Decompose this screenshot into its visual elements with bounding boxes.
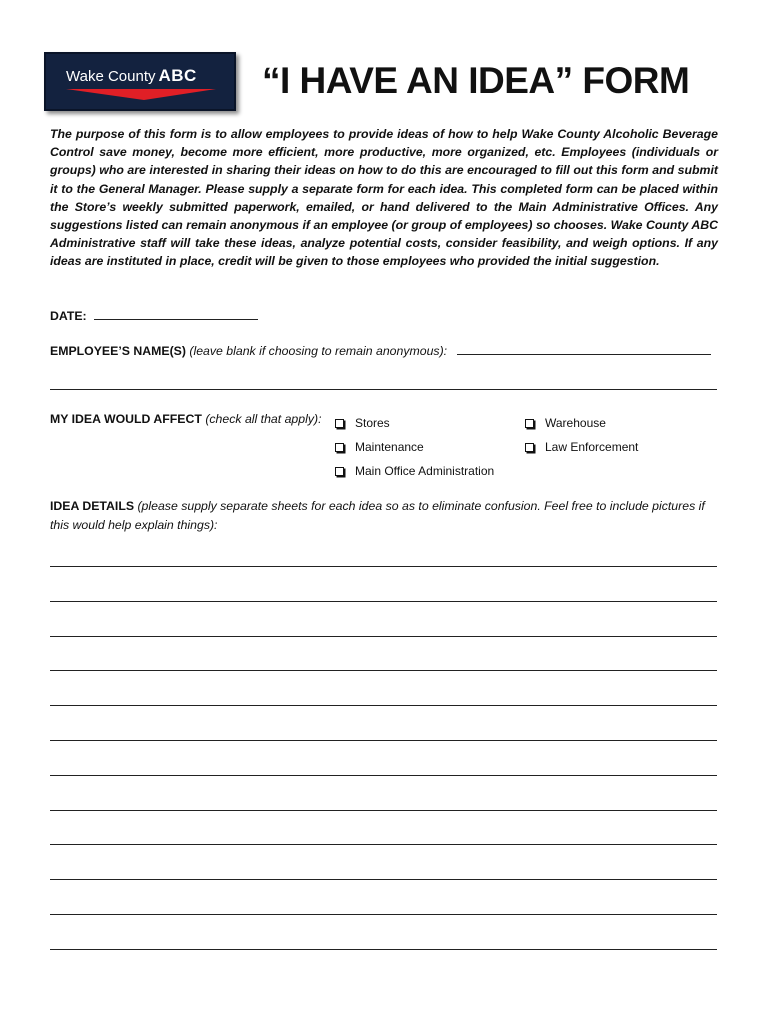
idea-details-line[interactable] xyxy=(50,601,717,602)
date-field[interactable] xyxy=(94,307,258,320)
checkbox-icon[interactable] xyxy=(525,443,534,452)
checkbox-law-enforcement[interactable] xyxy=(525,440,638,454)
checkbox-stores[interactable] xyxy=(335,416,390,430)
employee-name-field[interactable] xyxy=(457,342,711,355)
employee-name-note: (leave blank if choosing to remain anonymous): xyxy=(189,344,448,358)
employee-name-label: EMPLOYEE’S NAME(S) xyxy=(50,344,186,358)
form-title: “I HAVE AN IDEA” FORM xyxy=(262,60,690,101)
checkbox-main-office-administration[interactable] xyxy=(335,464,494,478)
idea-details-line[interactable] xyxy=(50,914,717,915)
idea-details-line[interactable] xyxy=(50,740,717,741)
logo-text: Wake County xyxy=(66,68,156,85)
employee-name-row xyxy=(50,342,711,358)
checkbox-maintenance[interactable] xyxy=(335,440,424,454)
affect-label: MY IDEA WOULD AFFECT xyxy=(50,412,202,426)
idea-details-note: (please supply separate sheets for each idea so as to eliminate confusion. Feel free to include pictures if this would help explain things): xyxy=(50,499,705,532)
idea-details-line[interactable] xyxy=(50,670,717,671)
checkbox-icon[interactable] xyxy=(335,467,344,476)
checkbox-label: Main Office Administration xyxy=(355,464,495,478)
idea-details-line[interactable] xyxy=(50,949,717,950)
checkbox-warehouse[interactable] xyxy=(525,416,606,430)
idea-details-label: IDEA DETAILS xyxy=(50,499,135,513)
idea-details-line[interactable] xyxy=(50,775,717,776)
affect-row xyxy=(50,412,322,426)
checkbox-label: Maintenance xyxy=(355,440,424,454)
date-label: DATE: xyxy=(50,309,87,323)
checkbox-icon[interactable] xyxy=(525,419,534,428)
idea-details-line[interactable] xyxy=(50,705,717,706)
intro-paragraph: The purpose of this form is to allow employees to provide ideas of how to help Wake County Alcoholic Beverage Control save money, become more efficient, more productive, more organized, etc. Employees (individuals or groups) who are interested in sharing their ideas on how to do this are encouraged to fill out this form and submit it to the General Manager. Please supply a separate form for each idea. This completed form can be placed within the Store’s weekly submitted paperwork, emailed, or hand delivered to the Main Administrative Offices. Any suggestions listed can remain anonymous if an employee (or group of employees) so chooses. Wake County ABC Administrative staff will take these ideas, analyze potential costs, consider feasibility, and weigh options. If any ideas are instituted in place, credit will be given to those employees who provided the initial suggestion. xyxy=(50,127,718,269)
checkbox-label: Law Enforcement xyxy=(545,440,639,454)
wake-county-abc-logo xyxy=(44,52,236,111)
employee-name-field-line-2[interactable] xyxy=(50,389,717,390)
checkbox-icon[interactable] xyxy=(335,419,344,428)
idea-details-line[interactable] xyxy=(50,879,717,880)
idea-details-line[interactable] xyxy=(50,844,717,845)
idea-details-line[interactable] xyxy=(50,566,717,567)
date-row xyxy=(50,307,258,323)
idea-details-heading xyxy=(50,497,722,534)
logo-abc-text: ABC xyxy=(158,66,197,85)
affect-note: (check all that apply): xyxy=(205,412,322,426)
checkbox-label: Stores xyxy=(355,416,390,430)
checkbox-label: Warehouse xyxy=(545,416,606,430)
idea-details-line[interactable] xyxy=(50,636,717,637)
idea-details-line[interactable] xyxy=(50,810,717,811)
checkbox-icon[interactable] xyxy=(335,443,344,452)
red-arrow-icon xyxy=(66,87,216,101)
